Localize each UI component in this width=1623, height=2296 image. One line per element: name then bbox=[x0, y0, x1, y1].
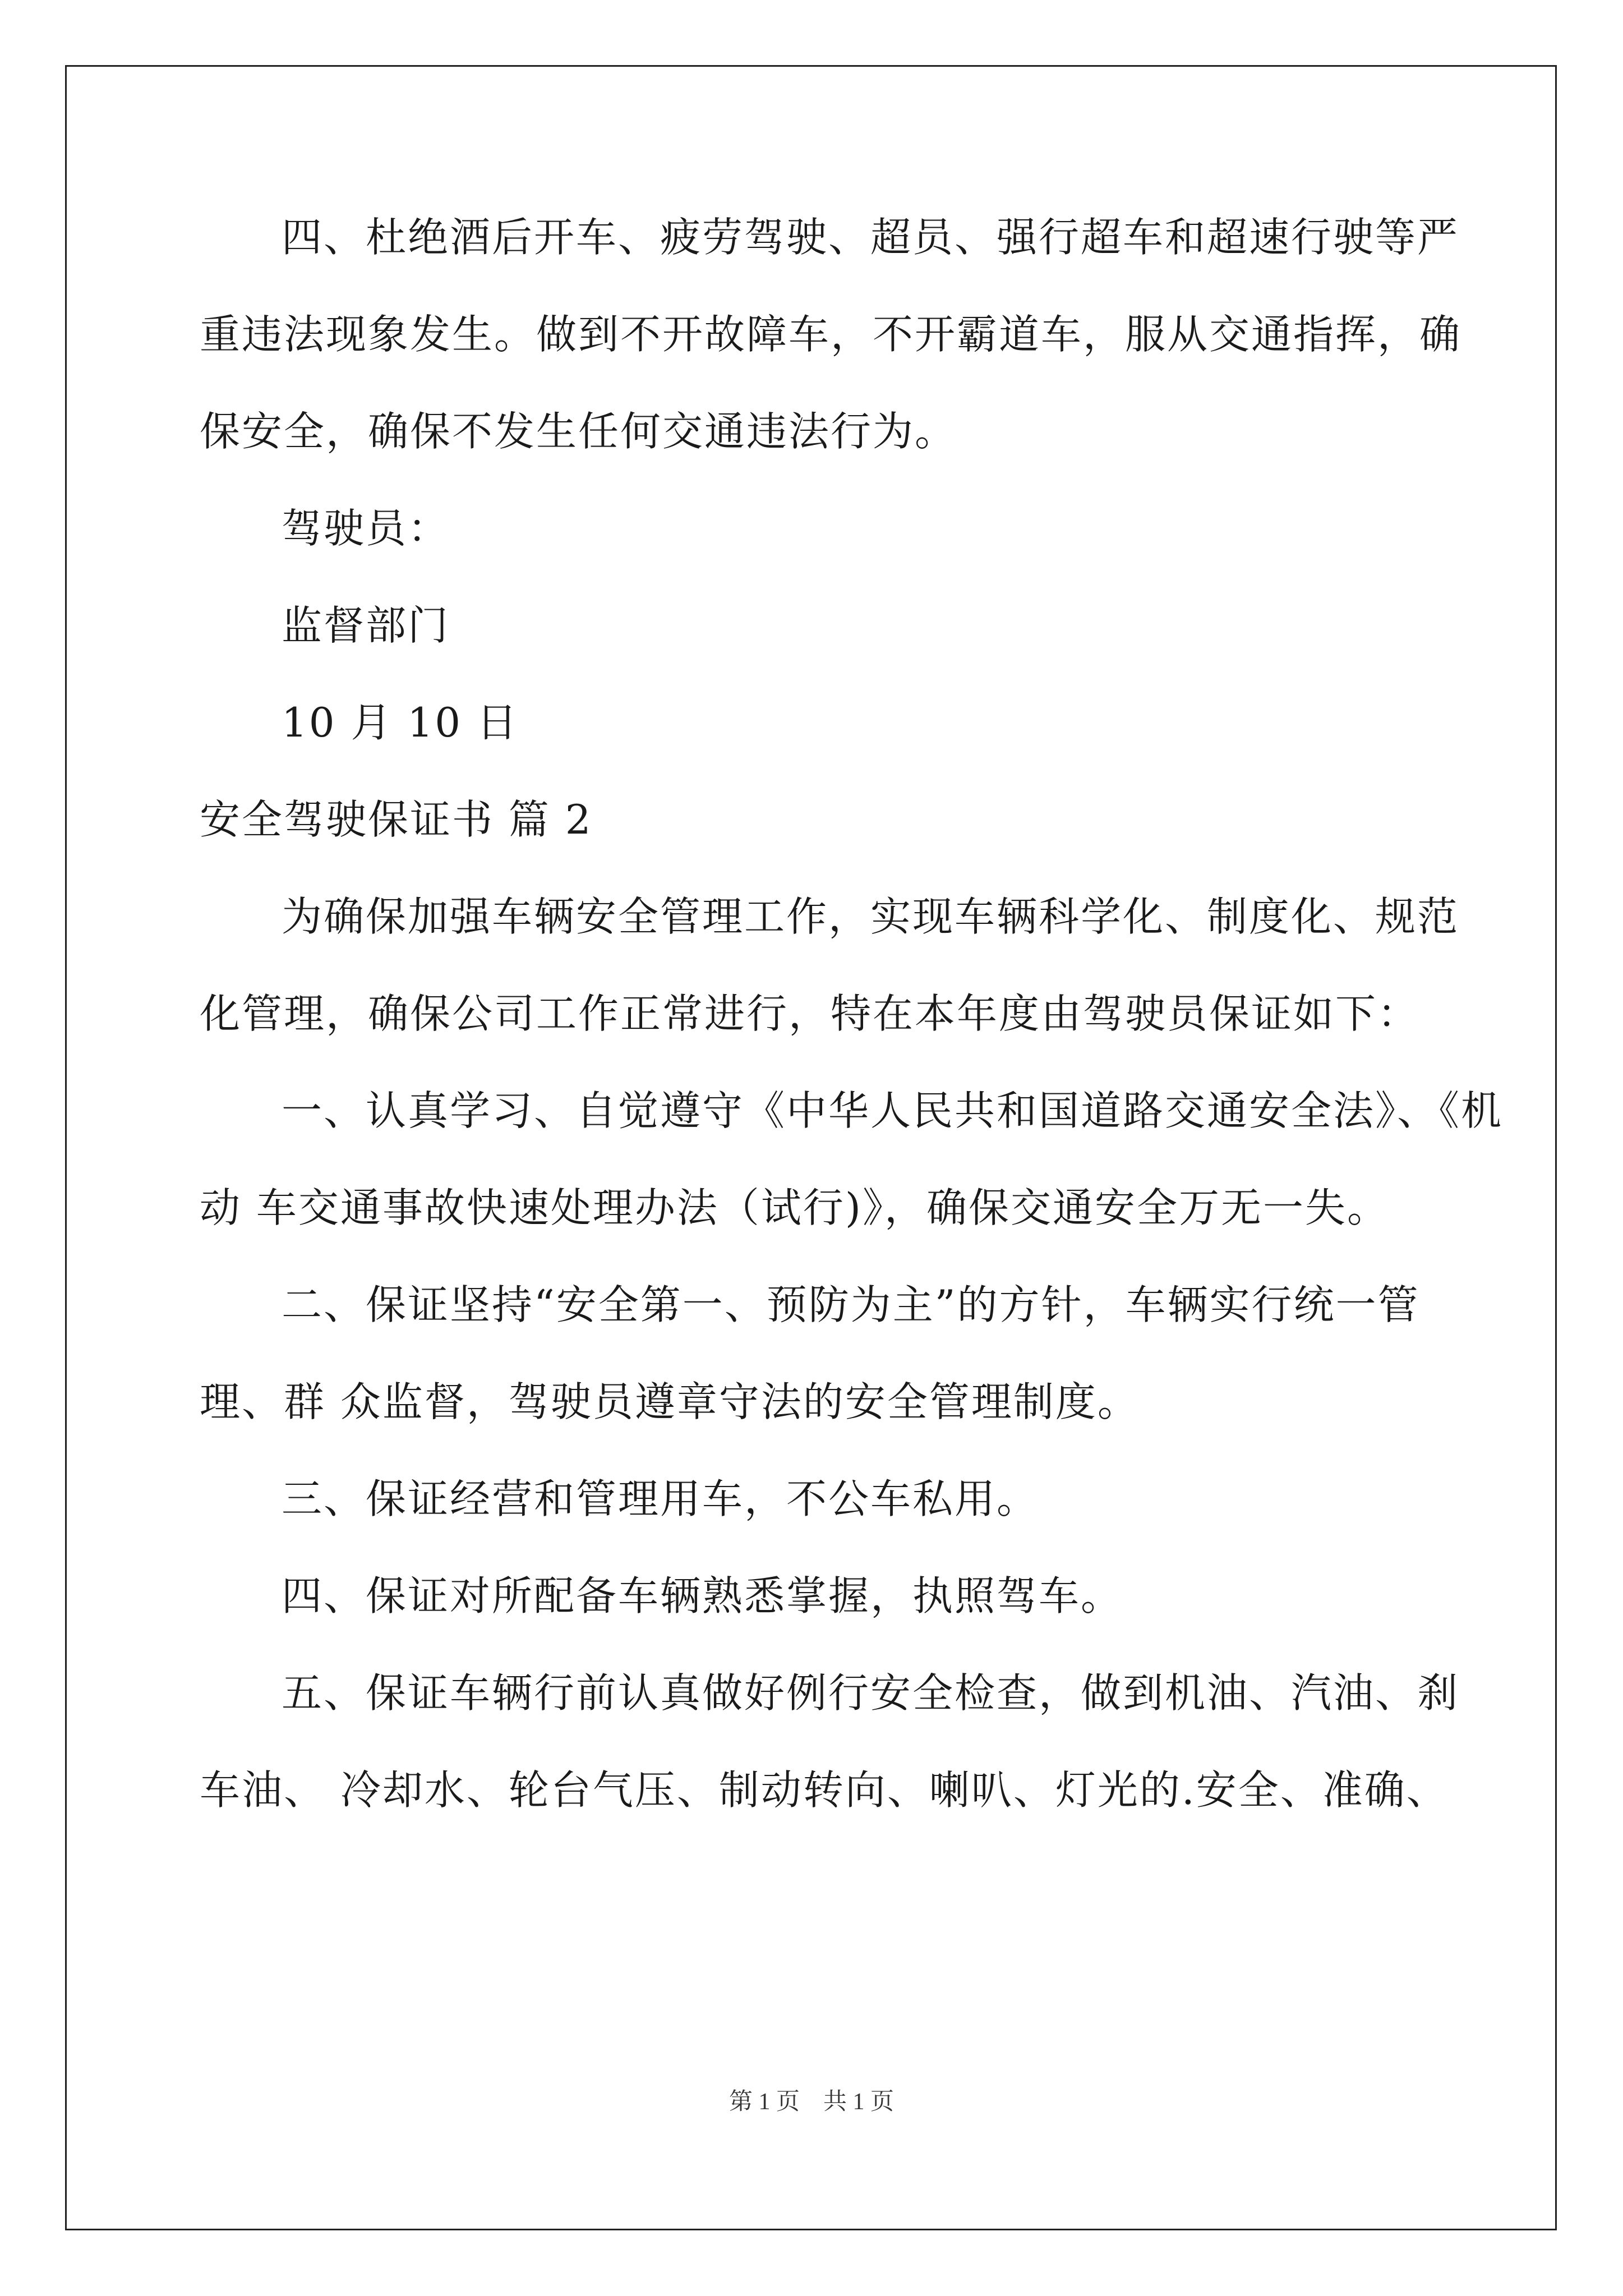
paragraph-line: 化管理，确保公司工作正常进行，特在本年度由驾驶员保证如下： bbox=[200, 990, 1420, 1037]
paragraph-line: 五、保证车辆行前认真做好例行安全检查，做到机油、汽油、刹 bbox=[282, 1669, 1460, 1717]
paragraph-line: 一、认真学习、自觉遵守《中华人民共和国道路交通安全法》、《机 bbox=[282, 1087, 1504, 1134]
paragraph-line: 二、保证坚持“安全第一、预防为主”的方针，车辆实行统一管 bbox=[282, 1281, 1420, 1328]
paragraph-line: 为确保加强车辆安全管理工作，实现车辆科学化、制度化、规范 bbox=[282, 893, 1460, 940]
signature-label-department: 监督部门 bbox=[282, 602, 450, 649]
document-date: 10 月 10 日 bbox=[282, 699, 519, 746]
paragraph-line: 保安全，确保不发生任何交通违法行为。 bbox=[200, 408, 957, 455]
paragraph-line: 动 车交通事故快速处理办法（试行)》，确保交通安全万无一失。 bbox=[200, 1184, 1389, 1231]
section-title: 安全驾驶保证书 篇 2 bbox=[200, 796, 593, 843]
paragraph-line: 四、杜绝酒后开车、疲劳驾驶、超员、强行超车和超速行驶等严 bbox=[282, 214, 1460, 261]
signature-label-driver: 驾驶员： bbox=[282, 505, 450, 552]
paragraph-line: 理、群 众监督，驾驶员遵章守法的安全管理制度。 bbox=[200, 1378, 1140, 1425]
page-footer: 第 1 页 共 1 页 bbox=[728, 2089, 894, 2115]
paragraph-line: 三、保证经营和管理用车，不公车私用。 bbox=[282, 1475, 1039, 1522]
document-body bbox=[200, 213, 1504, 1814]
paragraph-line: 四、保证对所配备车辆熟悉掌握，执照驾车。 bbox=[282, 1572, 1123, 1619]
paragraph-line: 重违法现象发生。做到不开故障车，不开霸道车，服从交通指挥，确 bbox=[200, 311, 1462, 358]
paragraph-line: 车油、 冷却水、轮台气压、制动转向、喇叭、灯光的.安全、准确、 bbox=[200, 1766, 1449, 1814]
